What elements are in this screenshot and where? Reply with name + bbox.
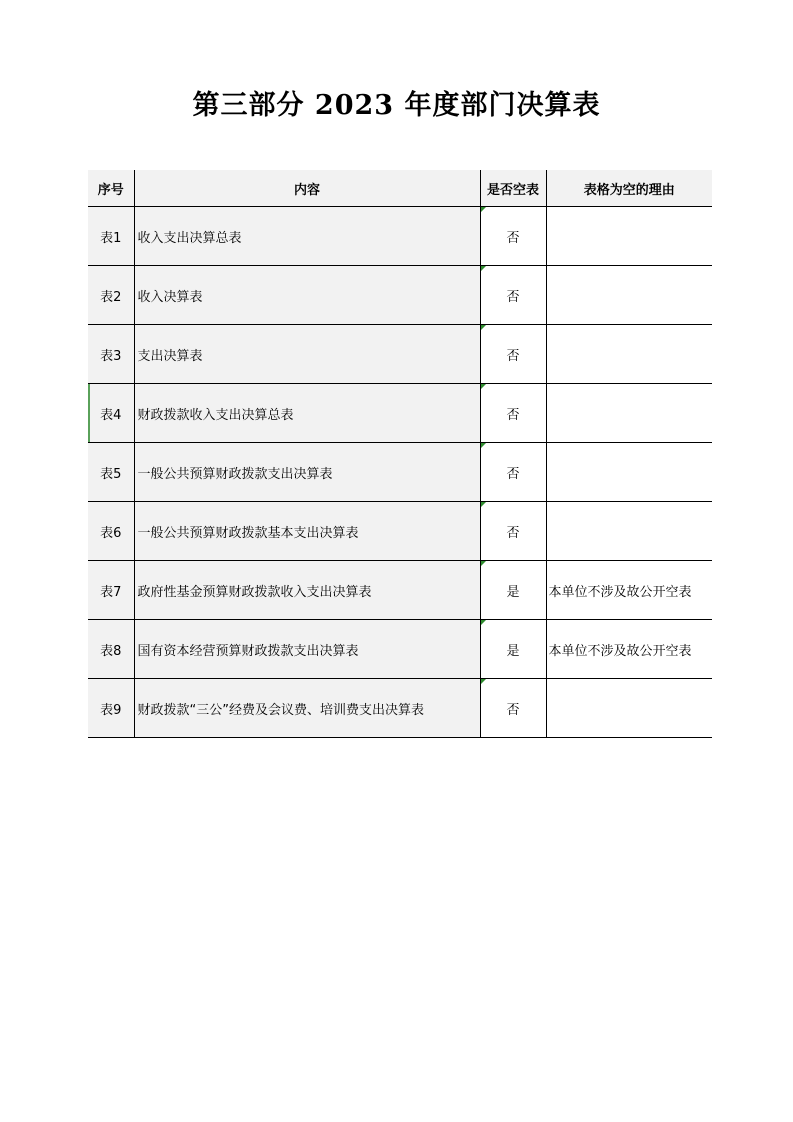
row-index: 表4 (88, 384, 134, 443)
row-reason (546, 679, 712, 738)
table-row (88, 384, 712, 443)
budget-tables-index (88, 170, 712, 738)
page-title: 第三部分 2023 年度部门决算表 (192, 90, 601, 121)
row-content: 财政拨款收入支出决算总表 (134, 384, 480, 443)
row-content: 收入决算表 (134, 266, 480, 325)
row-content: 国有资本经营预算财政拨款支出决算表 (134, 620, 480, 679)
row-is-empty: 否 (480, 443, 546, 502)
row-content: 支出决算表 (134, 325, 480, 384)
row-content: 一般公共预算财政拨款支出决算表 (134, 443, 480, 502)
row-content: 收入支出决算总表 (134, 207, 480, 266)
row-is-empty: 是 (480, 561, 546, 620)
row-content: 一般公共预算财政拨款基本支出决算表 (134, 502, 480, 561)
row-is-empty: 否 (480, 679, 546, 738)
row-is-empty: 否 (480, 266, 546, 325)
header-is-empty: 是否空表 (480, 170, 546, 207)
header-content: 内容 (134, 170, 480, 207)
row-index: 表8 (88, 620, 134, 679)
row-is-empty: 否 (480, 325, 546, 384)
row-reason (546, 325, 712, 384)
row-content: 财政拨款“三公”经费及会议费、培训费支出决算表 (134, 679, 480, 738)
row-content: 政府性基金预算财政拨款收入支出决算表 (134, 561, 480, 620)
row-index: 表3 (88, 325, 134, 384)
header-reason: 表格为空的理由 (546, 170, 712, 207)
table-row (88, 266, 712, 325)
table-row (88, 502, 712, 561)
table-row (88, 443, 712, 502)
row-index: 表6 (88, 502, 134, 561)
table-row (88, 207, 712, 266)
row-reason (546, 502, 712, 561)
row-index: 表9 (88, 679, 134, 738)
row-is-empty: 是 (480, 620, 546, 679)
row-is-empty: 否 (480, 207, 546, 266)
row-reason: 本单位不涉及故公开空表 (546, 620, 712, 679)
row-index: 表7 (88, 561, 134, 620)
header-index: 序号 (88, 170, 134, 207)
row-index: 表2 (88, 266, 134, 325)
header-row (88, 170, 712, 207)
table-row (88, 620, 712, 679)
row-index: 表1 (88, 207, 134, 266)
row-reason: 本单位不涉及故公开空表 (546, 561, 712, 620)
row-index: 表5 (88, 443, 134, 502)
row-is-empty: 否 (480, 384, 546, 443)
table-row (88, 561, 712, 620)
row-reason (546, 266, 712, 325)
row-reason (546, 384, 712, 443)
table-row (88, 679, 712, 738)
row-is-empty: 否 (480, 502, 546, 561)
table-row (88, 325, 712, 384)
row-reason (546, 207, 712, 266)
row-reason (546, 443, 712, 502)
